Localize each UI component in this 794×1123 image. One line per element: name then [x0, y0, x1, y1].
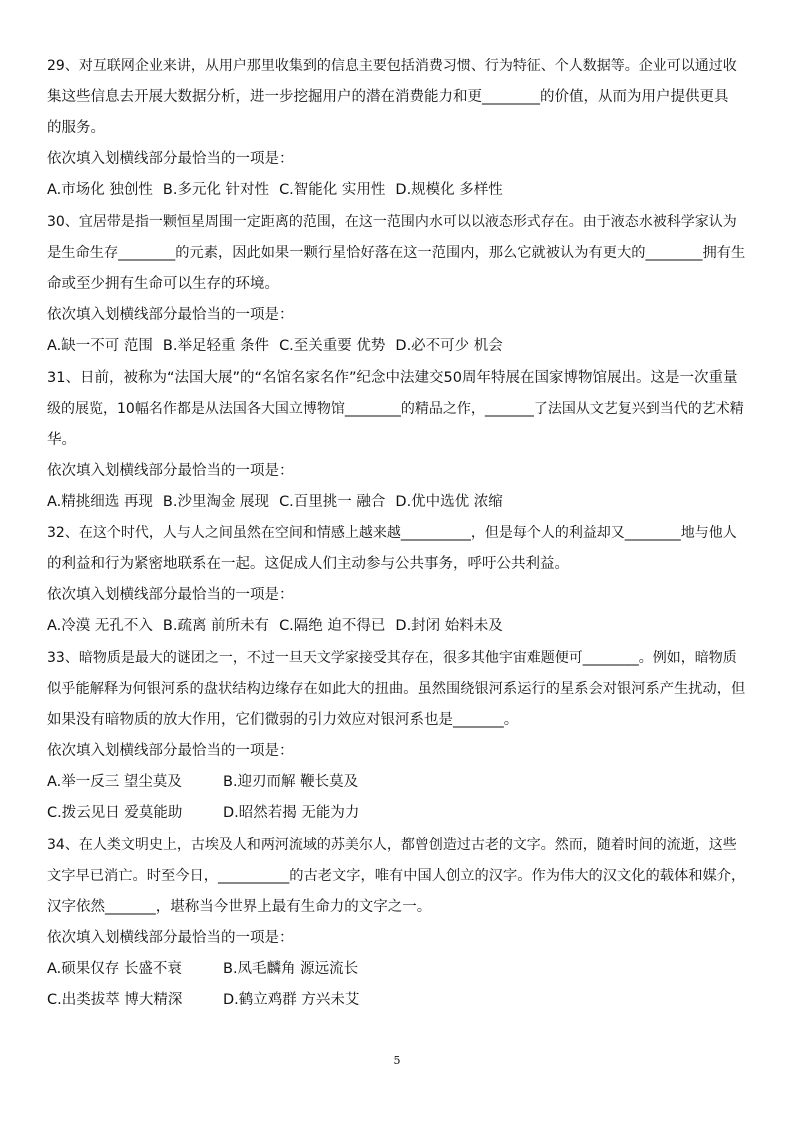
- page-number: 5: [393, 1054, 401, 1067]
- option-b: B.迎刃而解 鞭长莫及: [223, 774, 359, 790]
- option-b: B.举足轻重 条件: [162, 338, 270, 354]
- option-c: C.拨云见日 爱莫能助: [47, 805, 183, 821]
- option-a: A.精挑细选 再现: [47, 494, 153, 510]
- question-text-line: 级的展览，10幅名作都是从法国各大国立博物馆________的精品之作，_______了法国从文艺复兴到当代的艺术精: [47, 401, 744, 417]
- question-prompt: 依次填入划横线部分最恰当的一项是：: [47, 743, 294, 759]
- question-text-line: 32、在这个时代，人与人之间虽然在空间和情感上越来越__________，但是每个人的利益却又________地与他人: [47, 525, 737, 541]
- option-a: A.硕果仅存 长盛不衰: [47, 961, 182, 977]
- answer-options: [47, 954, 747, 985]
- option-a: A.举一反三 望尘莫及: [47, 774, 182, 790]
- question-text-line: 29、对互联网企业来讲，从用户那里收集到的信息主要包括消费习惯、行为特征、个人数据等。企业可以通过收: [47, 58, 737, 74]
- question-prompt: 依次填入划横线部分最恰当的一项是：: [47, 151, 294, 167]
- question-text-line: 汉字依然_______，堪称当今世界上最有生命力的文字之一。: [47, 899, 432, 915]
- answer-options: [47, 175, 747, 206]
- question-text-line: 华。: [47, 432, 76, 448]
- question-prompt: 依次填入划横线部分最恰当的一项是：: [47, 307, 294, 323]
- option-b: B.凤毛麟角 源远流长: [223, 961, 359, 977]
- question-text-line: 的利益和行为紧密地联系在一起。这促成人们主动参与公共事务，呼吁公共利益。: [47, 556, 569, 572]
- option-a: A.缺一不可 范围: [47, 338, 153, 354]
- answer-options: [47, 331, 747, 362]
- option-c: C.隔绝 迫不得已: [279, 618, 386, 634]
- question-text-line: 33、暗物质是最大的谜团之一，不过一旦天文学家接受其存在，很多其他宇宙难题便可________。例如，暗物质: [47, 650, 737, 666]
- question-text-line: 如果没有暗物质的放大作用，它们微弱的引力效应对银河系也是_______。: [47, 712, 519, 728]
- question-34: [47, 830, 747, 1016]
- option-c: C.至关重要 优势: [279, 338, 386, 354]
- option-b: B.多元化 针对性: [162, 182, 270, 198]
- question-29: [47, 51, 747, 206]
- option-b: B.沙里淘金 展现: [162, 494, 270, 510]
- answer-options: [47, 985, 747, 1016]
- option-d: D.规模化 多样性: [395, 182, 503, 198]
- option-c: C.出类拔萃 博大精深: [47, 992, 183, 1008]
- question-text-line: 30、宜居带是指一颗恒星周围一定距离的范围，在这一范围内水可以以液态形式存在。由于液态水被科学家认为: [47, 214, 737, 230]
- question-prompt: 依次填入划横线部分最恰当的一项是：: [47, 587, 294, 603]
- question-33: [47, 643, 747, 829]
- option-d: D.封闭 始料未及: [395, 618, 503, 634]
- answer-options: [47, 798, 747, 829]
- option-a: A.市场化 独创性: [47, 182, 153, 198]
- question-32: [47, 518, 747, 642]
- option-d: D.昭然若揭 无能为力: [223, 805, 360, 821]
- option-c: C.智能化 实用性: [279, 182, 386, 198]
- question-text-line: 31、日前，被称为“法国大展”的“名馆名家名作”纪念中法建交50周年特展在国家博物馆展出。这是一次重量: [47, 370, 738, 386]
- question-30: [47, 207, 747, 362]
- option-d: D.优中选优 浓缩: [395, 494, 503, 510]
- option-a: A.冷漠 无孔不入: [47, 618, 153, 634]
- answer-options: [47, 767, 747, 798]
- question-31: [47, 363, 747, 518]
- option-b: B.疏离 前所未有: [162, 618, 270, 634]
- question-text-line: 集这些信息去开展大数据分析，进一步挖掘用户的潜在消费能力和更________的价值，从而为用户提供更具: [47, 89, 729, 105]
- option-d: D.必不可少 机会: [395, 338, 503, 354]
- option-d: D.鹤立鸡群 方兴未艾: [223, 992, 360, 1008]
- question-text-line: 命或至少拥有生命可以生存的环境。: [47, 276, 279, 292]
- question-text-line: 文字早已消亡。时至今日，__________的古老文字，唯有中国人创立的汉字。作为伟大的汉文化的载体和媒介，: [47, 868, 746, 884]
- question-text-line: 的服务。: [47, 120, 105, 136]
- option-c: C.百里挑一 融合: [279, 494, 386, 510]
- question-prompt: 依次填入划横线部分最恰当的一项是：: [47, 463, 294, 479]
- question-text-line: 34、在人类文明史上，古埃及人和两河流域的苏美尔人，都曾创造过古老的文字。然而，随着时间的流逝，这些: [47, 837, 737, 853]
- question-text-line: 似乎能解释为何银河系的盘状结构边缘存在如此大的扭曲。虽然围绕银河系运行的星系会对银河系产生扰动，但: [47, 681, 746, 697]
- question-text-line: 是生命生存________的元素，因此如果一颗行星恰好落在这一范围内，那么它就被认为有更大的________拥有生: [47, 245, 746, 261]
- answer-options: [47, 611, 747, 642]
- answer-options: [47, 487, 747, 518]
- question-prompt: 依次填入划横线部分最恰当的一项是：: [47, 930, 294, 946]
